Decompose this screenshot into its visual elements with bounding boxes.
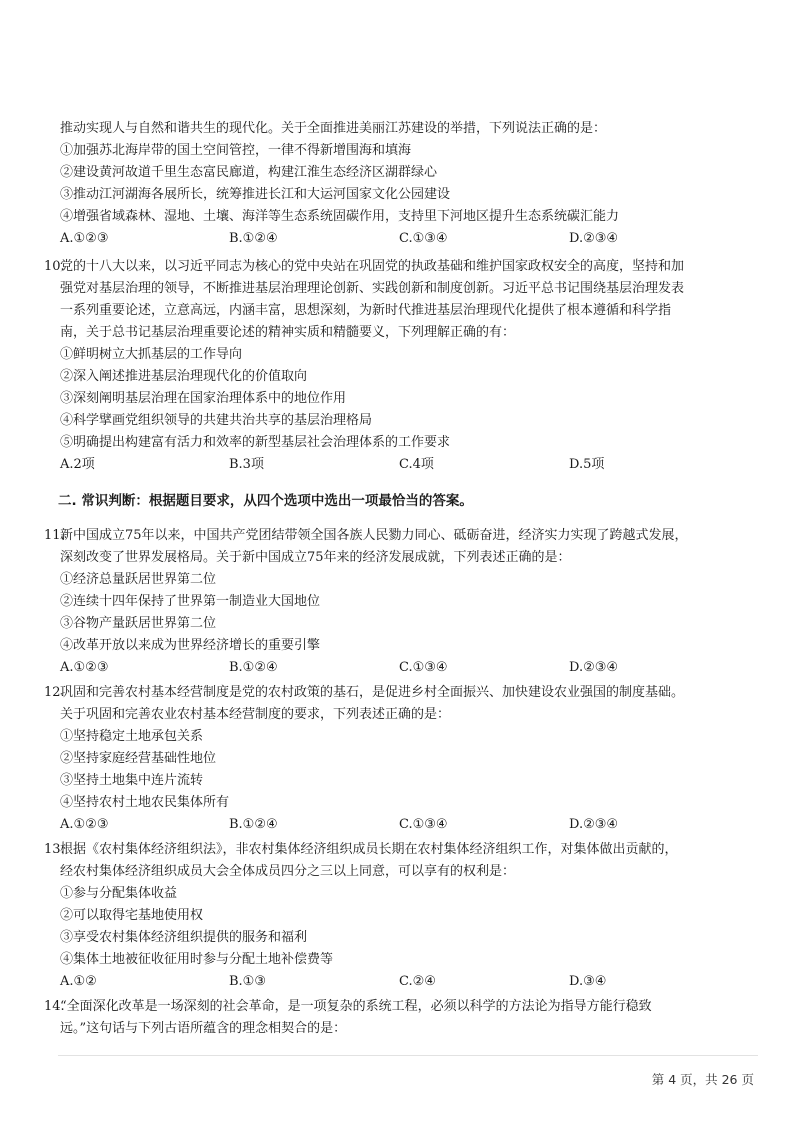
question-11-statement-4: ④改革开放以来成为世界经济增长的重要引擎 [60,638,321,653]
question-10-number: 10. [44,259,65,274]
question-13-stem-line-1: 根据《农村集体经济组织法》，非农村集体经济组织成员长期在农村集体经济组织工作，对集体做出贡献的， [60,842,678,857]
question-11-stem-line-2: 深刻改变了世界发展格局。关于新中国成立75年来的经济发展成就，下列表述正确的是： [60,550,571,565]
question-14-stem-line-1: “全面深化改革是一场深刻的社会革命，是一项复杂的系统工程，必须以科学的方法论为指导方能行稳致 [60,999,652,1014]
page-number: 第 4 页，共 26 页 [651,1072,754,1087]
question-12-statement-3: ③坚持土地集中连片流转 [60,773,204,788]
question-9-statement-4: ④增强省域森林、湿地、土壤、海洋等生态系统固碳作用，支持里下河地区提升生态系统碳汇能力 [60,209,620,224]
question-13-statement-2: ②可以取得宅基地使用权 [60,908,204,923]
question-14-stem-line-2: 远。”这句话与下列古语所蕴含的理念相契合的是： [60,1021,347,1036]
question-9-option-c: C.①③④ [399,231,448,246]
question-13-option-c: C.②④ [399,974,436,989]
question-12-option-a: A.①②③ [60,817,109,832]
question-9-statement-2: ②建设黄河故道千里生态富民廊道，构建江淮生态经济区湖群绿心 [60,165,438,180]
question-12-statement-2: ②坚持家庭经营基础性地位 [60,751,217,766]
question-11-statement-3: ③谷物产量跃居世界第二位 [60,616,217,631]
question-13-option-b: B.①③ [229,974,266,989]
question-10-statement-5: ⑤明确提出构建富有活力和效率的新型基层社会治理体系的工作要求 [60,435,451,450]
question-12-statement-1: ①坚持稳定土地承包关系 [60,729,204,744]
question-10-stem-line-1: 党的十八大以来，以习近平同志为核心的党中央站在巩固党的执政基础和维护国家政权安全的高度，坚持和加 [60,259,685,274]
footer-divider [58,1055,758,1056]
question-13-statement-3: ③享受农村集体经济组织提供的服务和福利 [60,930,308,945]
question-10-option-a: A.2项 [60,457,95,472]
question-9-stem: 推动实现人与自然和谐共生的现代化。关于全面推进美丽江苏建设的举措，下列说法正确的是： [60,121,607,136]
question-9-option-a: A.①②③ [60,231,109,246]
question-11-number: 11. [44,528,65,543]
question-11-option-a: A.①②③ [60,660,109,675]
question-11-statement-2: ②连续十四年保持了世界第一制造业大国地位 [60,594,321,609]
question-13-stem-line-2: 经农村集体经济组织成员大会全体成员四分之三以上同意，可以享有的权利是： [60,864,516,879]
question-10-statement-4: ④科学擘画党组织领导的共建共治共享的基层治理格局 [60,413,373,428]
question-12-option-b: B.①②④ [229,817,278,832]
question-10-stem-line-3: 一系列重要论述，立意高远，内涵丰富，思想深刻，为新时代推进基层治理现代化提供了根本遵循和科学指 [60,303,672,318]
question-10-statement-1: ①鲜明树立大抓基层的工作导向 [60,347,243,362]
question-11-option-b: B.①②④ [229,660,278,675]
question-10-statement-2: ②深入阐述推进基层治理现代化的价值取向 [60,369,308,384]
question-10-statement-3: ③深刻阐明基层治理在国家治理体系中的地位作用 [60,391,347,406]
question-12-stem-line-1: 巩固和完善农村基本经营制度是党的农村政策的基石，是促进乡村全面振兴、加快建设农业强国的制度基础。 [60,685,685,700]
question-13-statement-1: ①参与分配集体收益 [60,886,178,901]
question-10-stem-line-4: 南，关于总书记基层治理重要论述的精神实质和精髓要义，下列理解正确的有： [60,325,516,340]
section-heading: 二. 常识判断：根据题目要求，从四个选项中选出一项最恰当的答案。 [58,493,473,509]
question-9-statement-3: ③推动江河湖海各展所长，统筹推进长江和大运河国家文化公园建设 [60,187,451,202]
question-12-statement-4: ④坚持农村土地农民集体所有 [60,795,230,810]
question-13-statement-4: ④集体土地被征收征用时参与分配土地补偿费等 [60,952,334,967]
question-12-number: 12. [44,685,65,700]
question-13-number: 13. [44,842,65,857]
question-12-stem-line-2: 关于巩固和完善农业农村基本经营制度的要求，下列表述正确的是： [60,707,451,722]
question-12-option-c: C.①③④ [399,817,448,832]
question-10-option-c: C.4项 [399,457,434,472]
question-9-statement-1: ①加强苏北海岸带的国土空间管控，一律不得新增围海和填海 [60,143,412,158]
question-10-option-b: B.3项 [229,457,264,472]
question-14-number: 14. [44,999,65,1014]
question-9-option-b: B.①②④ [229,231,278,246]
question-11-stem-line-1: 新中国成立75年以来，中国共产党团结带领全国各族人民勠力同心、砥砺奋进，经济实力实现了跨越式发展， [60,528,688,543]
question-10-stem-line-2: 强党对基层治理的领导，不断推进基层治理理论创新、实践创新和制度创新。习近平总书记围绕基层治理发表 [60,281,685,296]
question-13-option-a: A.①② [60,974,97,989]
question-11-option-d: D.②③④ [569,660,619,675]
question-10-option-d: D.5项 [569,457,605,472]
question-12-option-d: D.②③④ [569,817,619,832]
question-11-option-c: C.①③④ [399,660,448,675]
question-9-option-d: D.②③④ [569,231,619,246]
question-11-statement-1: ①经济总量跃居世界第二位 [60,572,217,587]
question-13-option-d: D.③④ [569,974,607,989]
